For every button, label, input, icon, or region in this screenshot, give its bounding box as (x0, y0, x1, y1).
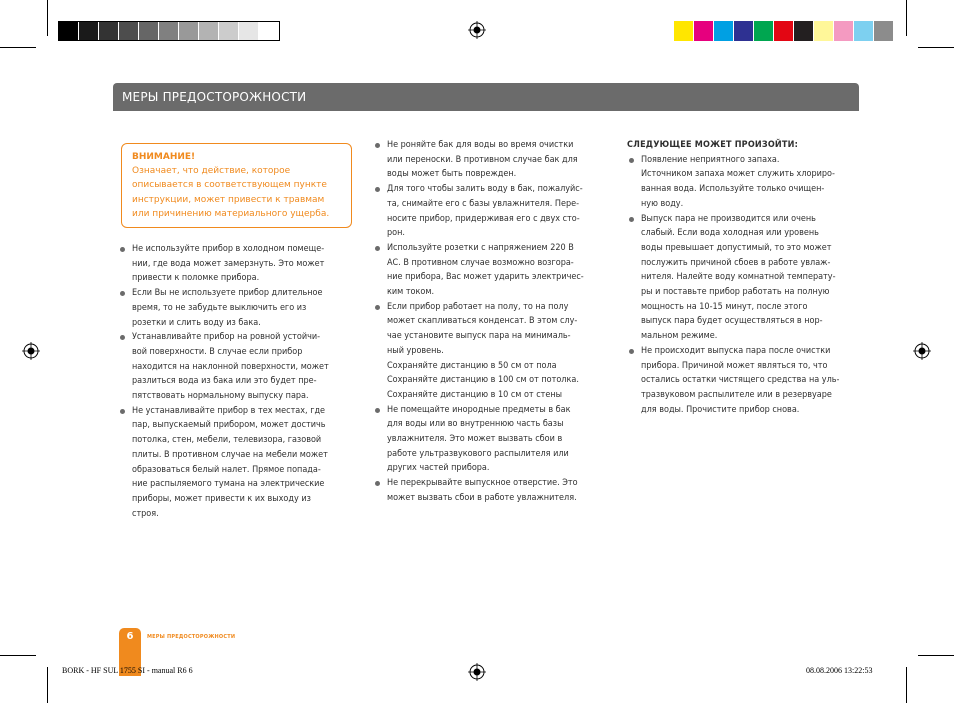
list-item-line: остались остатки чистящего средства на уль- (641, 375, 840, 386)
troubleshooting-title: СЛЕДУЮЩЕЕ МОЖЕТ ПРОИЗОЙТИ: (627, 140, 799, 150)
list-item-line: Сохраняйте дистанцию в 10 см от стены (387, 389, 563, 400)
list-item-line: носите прибор, придерживая его с двух сто- (387, 213, 580, 224)
warning-text-line: инструкции, может привести к травмам (132, 194, 325, 205)
section-header: МЕРЫ ПРЕДОСТОРОЖНОСТИ (113, 83, 859, 111)
list-item-line: послужить причиной сбоев в работе увлаж- (641, 257, 831, 268)
color-swatch (159, 22, 179, 40)
list-item-line: ние прибора, Вас может ударить электричес- (387, 272, 584, 283)
page-number: 6 (119, 628, 141, 676)
list-item-line: тразвуковом распылителе или в резервуаре (641, 389, 832, 400)
list-item-line: ры и поставьте прибор работать на полную (641, 287, 830, 298)
list-item-line: Для того чтобы залить воду в бак, пожалуйс- (387, 184, 583, 195)
list-item-line: рон. (387, 228, 405, 239)
list-item-line: ванная вода. Используйте только очищен- (641, 184, 825, 195)
color-swatch (179, 22, 199, 40)
list-item (373, 403, 605, 477)
list-item-line: работе ультразвукового распылителя или (387, 448, 569, 459)
list-item-line: слабый. Если вода холодная или уровень (641, 228, 819, 239)
list-item-line: пар, выпускаемый прибором, может достичь (132, 420, 326, 431)
color-swatch (219, 22, 239, 40)
list-item (373, 138, 605, 182)
color-swatch (754, 21, 774, 41)
list-item (118, 242, 353, 286)
list-item-line: Не роняйте бак для воды во время очистки (387, 140, 574, 150)
color-swatch (874, 21, 894, 41)
list-item-line: строя. (132, 508, 159, 519)
list-item-line: Сохраняйте дистанцию в 50 см от пола (387, 360, 557, 371)
color-swatch (814, 21, 834, 41)
crop-mark (47, 0, 48, 36)
list-item-line: Не перекрывайте выпускное отверстие. Это (387, 478, 578, 489)
color-swatch (99, 22, 119, 40)
list-item-line: розетки и слить воду из бака. (132, 317, 261, 328)
color-swatch (714, 21, 734, 41)
list-item-line: образоваться белый налет. Прямое попада- (132, 464, 321, 475)
list-item-line: других частей прибора. (387, 463, 490, 474)
list-item-line: может скапливаться конденсат. В этом слу- (387, 316, 578, 327)
crop-mark (0, 47, 36, 48)
list-item-line: Не происходит выпуска пара после очистки (641, 345, 831, 356)
list-item (118, 330, 353, 404)
list-item-line: приборы, может привести к их выходу из (132, 493, 311, 504)
list-item-line: прибора. Причиной может являться то, что (641, 360, 828, 371)
list-item-line: нии, где вода может замерзнуть. Это может (132, 258, 325, 269)
list-item (627, 153, 859, 212)
list-item-line: Если Вы не используете прибор длительное (132, 288, 323, 299)
print-slug-right: 08.08.2006 13:22:53 (806, 666, 873, 675)
list-item-line: может вызвать сбои в работе увлажнителя. (387, 492, 577, 503)
list-item-line: выпуск пара будет осуществляться в нор- (641, 316, 823, 327)
list-item (627, 344, 859, 418)
list-item-line: Не используйте прибор в холодном помеще- (132, 244, 325, 254)
color-swatch (854, 21, 874, 41)
color-swatch (139, 22, 159, 40)
list-item-line: разлиться вода из бака или это будет пре- (132, 376, 317, 387)
registration-mark-icon (468, 663, 486, 681)
list-item-line: время, то не забудьте выключить его из (132, 302, 307, 313)
warning-text-line: Означает, что действие, которое (132, 166, 291, 177)
list-item-line: АС. В противном случае возможно возгора- (387, 257, 574, 268)
list-item-line: мальном режиме. (641, 331, 718, 342)
list-item-line: плиты. В противном случае на мебели может (132, 449, 328, 460)
color-calibration-bar (674, 21, 894, 41)
list-item (118, 286, 353, 330)
list-item-line: Устанавливайте прибор на ровной устойчи- (132, 332, 321, 343)
color-swatch (59, 22, 79, 40)
crop-mark (0, 655, 36, 656)
crop-mark (906, 0, 907, 36)
color-swatch (794, 21, 814, 41)
list-item-line: Не помещайте инородные предметы в бак (387, 404, 571, 415)
precautions-list-1 (118, 242, 353, 521)
color-swatch (674, 21, 694, 41)
list-item-line: Не устанавливайте прибор в тех местах, где (132, 405, 326, 416)
list-item (627, 212, 859, 344)
color-swatch (79, 22, 99, 40)
color-swatch (694, 21, 714, 41)
list-item-line: ние распыляемого тумана на электрические (132, 479, 325, 490)
list-item-line: Если прибор работает на полу, то на полу (387, 301, 569, 312)
list-item-line: находится на наклонной поверхности, может (132, 361, 329, 372)
list-item (373, 182, 605, 241)
list-item-line: Выпуск пара не производится или очень (641, 213, 816, 224)
list-item-line: чае установите выпуск пара на минималь- (387, 331, 571, 342)
list-item-line: ким током. (387, 287, 435, 298)
list-item (373, 476, 605, 505)
column-2 (373, 138, 605, 506)
list-item (373, 300, 605, 403)
list-item-line: или переноски. В противном случае бак для (387, 154, 578, 165)
list-item (373, 241, 605, 300)
list-item-line: Сохраняйте дистанцию в 100 см от потолка. (387, 375, 579, 386)
list-item-line: для воды. Прочистите прибор снова. (641, 404, 800, 415)
color-swatch (834, 21, 854, 41)
list-item-line: ную воду. (641, 198, 684, 209)
print-slug-left: BORK - HF SUL 1755 SI - manual R6 6 (62, 666, 193, 675)
list-item-line: Источником запаха может служить хлориро- (641, 169, 835, 180)
list-item-line: воды может быть поврежден. (387, 169, 517, 180)
color-swatch (774, 21, 794, 41)
footer-section-label: МЕРЫ ПРЕДОСТОРОЖНОСТИ (147, 634, 236, 640)
crop-mark (47, 667, 48, 703)
color-swatch (734, 21, 754, 41)
list-item-line: та, снимайте его с базы увлажнителя. Пере- (387, 198, 579, 209)
troubleshooting-list (627, 153, 859, 418)
crop-mark (906, 667, 907, 703)
registration-mark-icon (468, 21, 486, 39)
warning-box (121, 143, 352, 228)
crop-mark (918, 655, 954, 656)
list-item-line: мощность на 10-15 минут, после этого (641, 301, 808, 312)
list-item-line: Используйте розетки с напряжением 220 В (387, 242, 574, 253)
registration-mark-icon (913, 342, 931, 360)
list-item-line: пятствовать нормальному выпуску пара. (132, 391, 309, 402)
registration-mark-icon (22, 342, 40, 360)
list-item (118, 404, 353, 522)
column-1 (118, 242, 353, 521)
list-item-line: Появление неприятного запаха. (641, 154, 780, 165)
list-item-line: привести к поломке прибора. (132, 273, 260, 284)
warning-title: ВНИМАНИЕ! (132, 152, 196, 162)
list-item-line: для воды или во внутреннюю часть базы (387, 419, 564, 430)
color-swatch (119, 22, 139, 40)
list-item-line: ный уровень. (387, 345, 444, 356)
list-item-line: воды превышает допустимый, то это может (641, 242, 832, 253)
color-swatch (199, 22, 219, 40)
list-item-line: потолка, стен, мебели, телевизора, газовой (132, 435, 322, 446)
list-item-line: вой поверхности. В случае если прибор (132, 346, 303, 357)
color-swatch (239, 22, 259, 40)
warning-text-line: описывается в соответствующем пункте (132, 180, 327, 191)
column-3 (627, 138, 859, 417)
precautions-list-2 (373, 138, 605, 506)
warning-text-line: или причинению материального ущерба. (132, 208, 330, 219)
crop-mark (918, 47, 954, 48)
list-item-line: увлажнителя. Это может вызвать сбои в (387, 434, 563, 445)
color-swatch (259, 22, 279, 40)
list-item-line: нителя. Налейте воду комнатной температу- (641, 272, 836, 283)
grey-calibration-bar (58, 21, 280, 41)
